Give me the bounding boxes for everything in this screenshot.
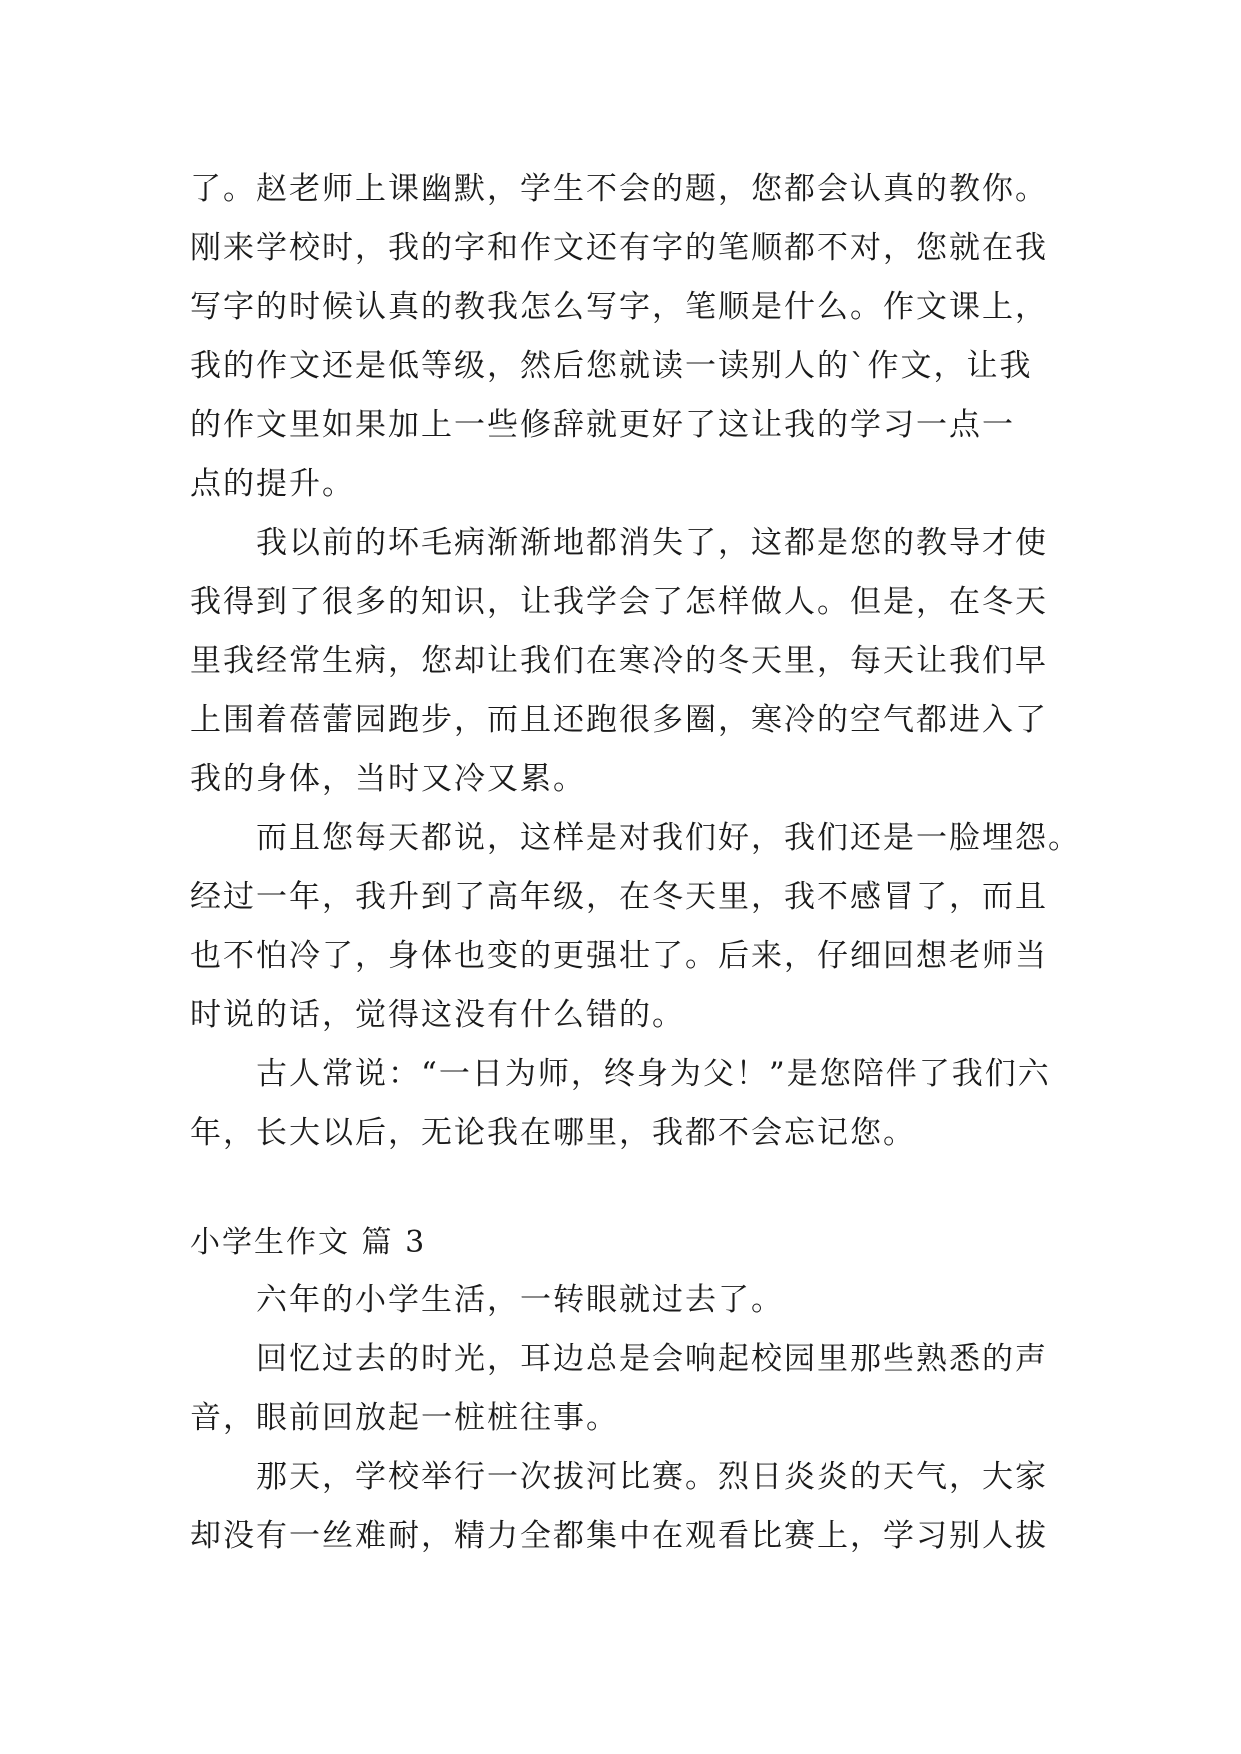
text-line: 刚来学校时，我的字和作文还有字的笔顺都不对，您就在我 xyxy=(190,230,1048,266)
text-line: 时说的话，觉得这没有什么错的。 xyxy=(190,997,685,1033)
text-line: 的作文里如果加上一些修辞就更好了这让我的学习一点一 xyxy=(190,407,1015,443)
section-spacer xyxy=(190,1163,1060,1215)
text-line: 我得到了很多的知识，让我学会了怎样做人。但是，在冬天 xyxy=(190,584,1048,620)
essay-section-3-text xyxy=(190,1271,1060,1566)
text-line: 六年的小学生活，一转眼就过去了。 xyxy=(256,1282,784,1318)
section-heading: 小学生作文 篇 3 xyxy=(190,1225,427,1260)
text-line: 了。赵老师上课幽默，学生不会的题，您都会认真的教你。 xyxy=(190,171,1048,207)
text-line: 我的身体，当时又冷又累。 xyxy=(190,761,586,797)
text-line: 我以前的坏毛病渐渐地都消失了，这都是您的教导才使 xyxy=(256,525,1048,561)
text-line: 里我经常生病，您却让我们在寒冷的冬天里，每天让我们早 xyxy=(190,643,1048,679)
essay-section-2-text xyxy=(190,160,1081,1163)
document-body xyxy=(190,160,1081,1566)
text-line: 上围着蓓蕾园跑步，而且还跑很多圈，寒冷的空气都进入了 xyxy=(190,702,1048,738)
text-line: 回忆过去的时光，耳边总是会响起校园里那些熟悉的声 xyxy=(256,1341,1048,1377)
text-line: 古人常说：“一日为师，终身为父！”是您陪伴了我们六 xyxy=(256,1056,1051,1092)
text-line: 而且您每天都说，这样是对我们好，我们还是一脸埋怨。 xyxy=(256,820,1081,856)
text-line: 却没有一丝难耐，精力全都集中在观看比赛上，学习别人拔 xyxy=(190,1518,1048,1554)
text-line: 我的作文还是低等级，然后您就读一读别人的`作文，让我 xyxy=(190,348,1033,384)
text-line: 写字的时候认真的教我怎么写字，笔顺是什么。作文课上， xyxy=(190,289,1048,325)
text-line: 点的提升。 xyxy=(190,466,355,502)
text-line: 那天，学校举行一次拔河比赛。烈日炎炎的天气，大家 xyxy=(256,1459,1048,1495)
text-line: 年，长大以后，无论我在哪里，我都不会忘记您。 xyxy=(190,1115,916,1151)
text-line: 音，眼前回放起一桩桩往事。 xyxy=(190,1400,619,1436)
text-line: 经过一年，我升到了高年级，在冬天里，我不感冒了，而且 xyxy=(190,879,1048,915)
text-line: 也不怕冷了，身体也变的更强壮了。后来，仔细回想老师当 xyxy=(190,938,1048,974)
